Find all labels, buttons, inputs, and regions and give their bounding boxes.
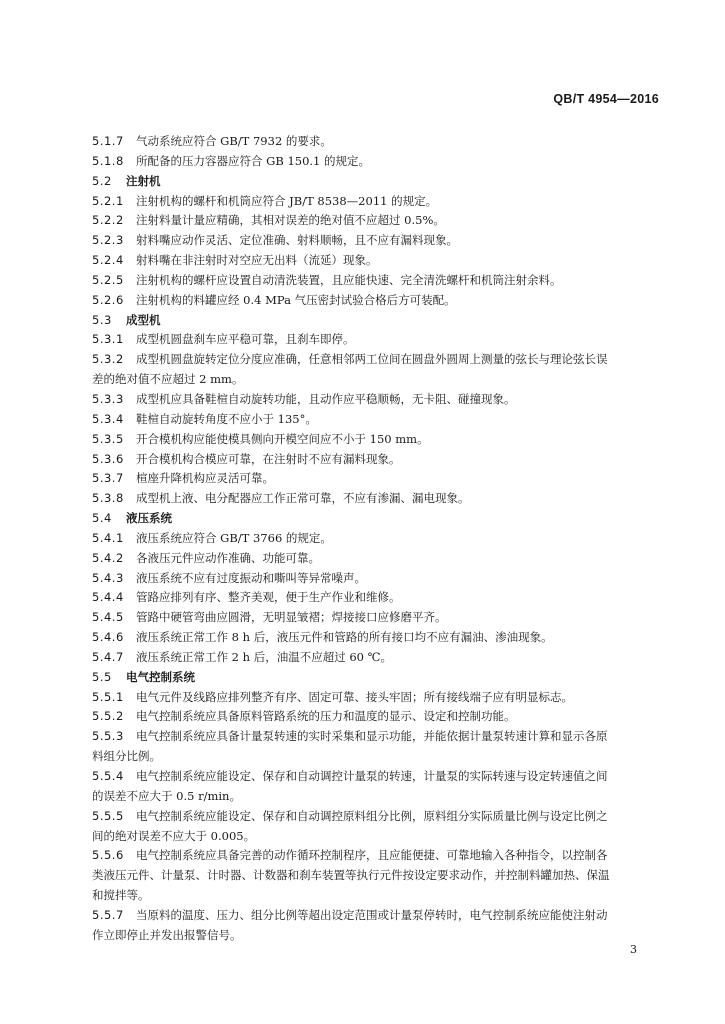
clause-text: 电气控制系统: [126, 669, 195, 684]
clause-text: 电气控制系统应能设定、保存和自动调控原料组分比例，原料组分实际质量比例与设定比例之: [136, 808, 608, 823]
clause-item: [92, 469, 652, 489]
clause-item: [92, 450, 652, 470]
clause-number: 5.3.5: [92, 431, 124, 446]
clause-item: [92, 707, 652, 727]
clause-number: 5.5.7: [92, 907, 124, 922]
clause-text: 射料嘴在非注射时对空应无出料（流延）现象。: [136, 253, 378, 268]
clause-number: 5.4.7: [92, 649, 124, 664]
clause-item: [92, 906, 652, 926]
clause-number: 5.4.2: [92, 550, 124, 565]
clause-number: 5.5.6: [92, 848, 124, 863]
clause-number: 5.5.4: [92, 769, 124, 783]
clause-number: 5.3.6: [92, 451, 124, 466]
clause-item: [92, 588, 652, 608]
clause-continuation: 类液压元件、计量泵、计时器、计数器和刹车装置等执行元件按设定要求动作，并控制料罐加热、保温: [92, 868, 610, 883]
clause-number: 5.3.1: [92, 332, 124, 347]
clause-text: 液压系统正常工作 2 h 后，油温不应超过 60 ℃。: [136, 649, 392, 664]
clause-number: 5.1.8: [92, 153, 124, 168]
clause-item: [92, 767, 652, 787]
clause-item: [92, 152, 652, 172]
clause-item: [92, 410, 652, 430]
clause-number: 5.5.2: [92, 709, 124, 724]
clause-text: 注射机构的螺杆应设置自动清洗装置，且应能快速、完全清洗螺杆和机筒注射余料。: [136, 272, 562, 287]
clause-item: [92, 688, 652, 708]
clause-item: [92, 132, 652, 152]
clause-item: [92, 350, 652, 370]
clause-text: 注射机构的螺杆和机筒应符合 JB/T 8538—2011 的规定。: [136, 193, 438, 208]
clause-item: [92, 727, 652, 747]
clause-text: 所配备的压力容器应符合 GB 150.1 的规定。: [136, 153, 371, 168]
clause-item: [92, 549, 652, 569]
clause-number: 5.3.3: [92, 391, 124, 406]
clause-item: [92, 529, 652, 549]
clause-text: 气动系统应符合 GB/T 7932 的要求。: [136, 134, 332, 148]
clause-number: 5.4.1: [92, 530, 124, 545]
clause-text: 注射料量计量应精确，其相对误差的绝对值不应超过 0.5%。: [136, 213, 445, 228]
clause-item: [92, 648, 652, 668]
clause-text: 各液压元件应动作准确、功能可靠。: [136, 550, 320, 565]
clause-number: 5.4.4: [92, 590, 124, 605]
clause-number: 5.4.5: [92, 610, 124, 625]
clause-continuation: 差的绝对值不应超过 2 mm。: [92, 372, 244, 387]
clause-number: 5.3.7: [92, 471, 124, 486]
clause-continuation: 料组分比例。: [92, 749, 161, 764]
clause-text: 开合模机构应能使模具侧向开模空间应不小于 150 mm。: [136, 431, 429, 446]
clause-number: 5.3.4: [92, 411, 124, 426]
clause-continuation: 作立即停止并发出报警信号。: [92, 927, 242, 942]
clause-item: [92, 192, 652, 212]
clause-text: 电气控制系统应具备原料管路系统的压力和温度的显示、设定和控制功能。: [136, 709, 516, 724]
clause-text: 电气控制系统应具备计量泵转速的实时采集和显示功能，并能依据计量泵转速计算和显示各原: [136, 729, 608, 744]
clause-item: [92, 569, 652, 589]
clause-continuation: 的误差不应大于 0.5 r/min。: [92, 788, 241, 803]
clause-number: 5.1.7: [92, 134, 124, 148]
clause-text: 液压系统正常工作 8 h 后，液压元件和管路的所有接口均不应有漏油、渗油现象。: [136, 630, 553, 645]
clause-text: 电气控制系统应能设定、保存和自动调控计量泵的转速，计量泵的实际转速与设定转速值之间: [136, 769, 608, 783]
clause-number: 5.4: [92, 511, 112, 526]
clause-item: [92, 489, 652, 509]
clause-number: 5.3: [92, 312, 112, 327]
clause-item: [92, 846, 652, 866]
document-body: [92, 132, 652, 946]
clause-item: [92, 807, 652, 827]
clause-text: 注射机构的料罐应经 0.4 MPa 气压密封试验合格后方可装配。: [136, 292, 456, 307]
page-number: 3: [630, 943, 637, 956]
clause-text: 液压系统: [126, 511, 172, 526]
clause-number: 5.4.6: [92, 630, 124, 645]
clause-text: 楦座升降机构应灵活可靠。: [136, 471, 274, 486]
clause-text: 成型机圆盘旋转定位分度应准确，任意相邻两工位间在圆盘外圆周上测量的弦长与理论弦长误: [136, 352, 608, 367]
standard-code-header: QB/T 4954—2016: [553, 92, 659, 106]
clause-item: [92, 430, 652, 450]
clause-text: 开合模机构合模应可靠，在注射时不应有漏料现象。: [136, 451, 401, 466]
section-heading: [92, 311, 652, 331]
section-heading: [92, 509, 652, 529]
clause-item: [92, 231, 652, 251]
clause-number: 5.3.2: [92, 352, 124, 367]
clause-continuation: 间的绝对误差不应大于 0.005。: [92, 828, 256, 843]
clause-text: 管路应排列有序、整齐美观，便于生产作业和维修。: [136, 590, 401, 605]
clause-item: [92, 628, 652, 648]
clause-number: 5.5: [92, 669, 112, 684]
clause-text: 电气元件及线路应排列整齐有序、固定可靠、接头牢固；所有接线端子应有明显标志。: [136, 689, 573, 704]
clause-text: 鞋楦自动旋转角度不应小于 135°。: [136, 411, 317, 426]
clause-number: 5.2.6: [92, 292, 124, 307]
clause-item: [92, 390, 652, 410]
clause-text: 成型机: [126, 312, 161, 327]
clause-text: 管路中硬管弯曲应圆滑，无明显皱褶；焊接接口应修磨平齐。: [136, 610, 447, 625]
clause-item: [92, 608, 652, 628]
section-heading: [92, 172, 652, 192]
clause-text: 液压系统不应有过度振动和嘶叫等异常噪声。: [136, 570, 366, 585]
clause-number: 5.5.1: [92, 689, 124, 704]
clause-continuation: 和搅拌等。: [92, 888, 150, 903]
clause-number: 5.5.3: [92, 729, 124, 744]
clause-number: 5.3.8: [92, 491, 124, 506]
clause-text: 当原料的温度、压力、组分比例等超出设定范围或计量泵停转时，电气控制系统应能使注射动: [136, 907, 608, 922]
clause-text: 成型机上液、电分配器应工作正常可靠，不应有渗漏、漏电现象。: [136, 491, 470, 506]
clause-text: 电气控制系统应具备完善的动作循环控制程序，且应能便捷、可靠地输入各种指令，以控制各: [136, 848, 608, 863]
clause-number: 5.5.5: [92, 808, 124, 823]
clause-number: 5.4.3: [92, 570, 124, 585]
clause-item: [92, 211, 652, 231]
clause-number: 5.2.5: [92, 272, 124, 287]
clause-number: 5.2.2: [92, 213, 124, 228]
clause-number: 5.2.4: [92, 253, 124, 268]
clause-text: 成型机应具备鞋楦自动旋转功能，且动作应平稳顺畅，无卡阻、碰撞现象。: [136, 391, 516, 406]
clause-number: 5.2: [92, 173, 112, 188]
clause-item: [92, 330, 652, 350]
clause-item: [92, 251, 652, 271]
clause-text: 成型机圆盘刹车应平稳可靠，且刹车即停。: [136, 332, 355, 347]
clause-number: 5.2.3: [92, 233, 124, 248]
clause-item: [92, 271, 652, 291]
clause-text: 注射机: [126, 173, 161, 188]
clause-item: [92, 291, 652, 311]
clause-number: 5.2.1: [92, 193, 124, 208]
clause-text: 液压系统应符合 GB/T 3766 的规定。: [136, 530, 332, 545]
clause-text: 射料嘴应动作灵活、定位准确、射料顺畅，且不应有漏料现象。: [136, 233, 458, 248]
section-heading: [92, 668, 652, 688]
